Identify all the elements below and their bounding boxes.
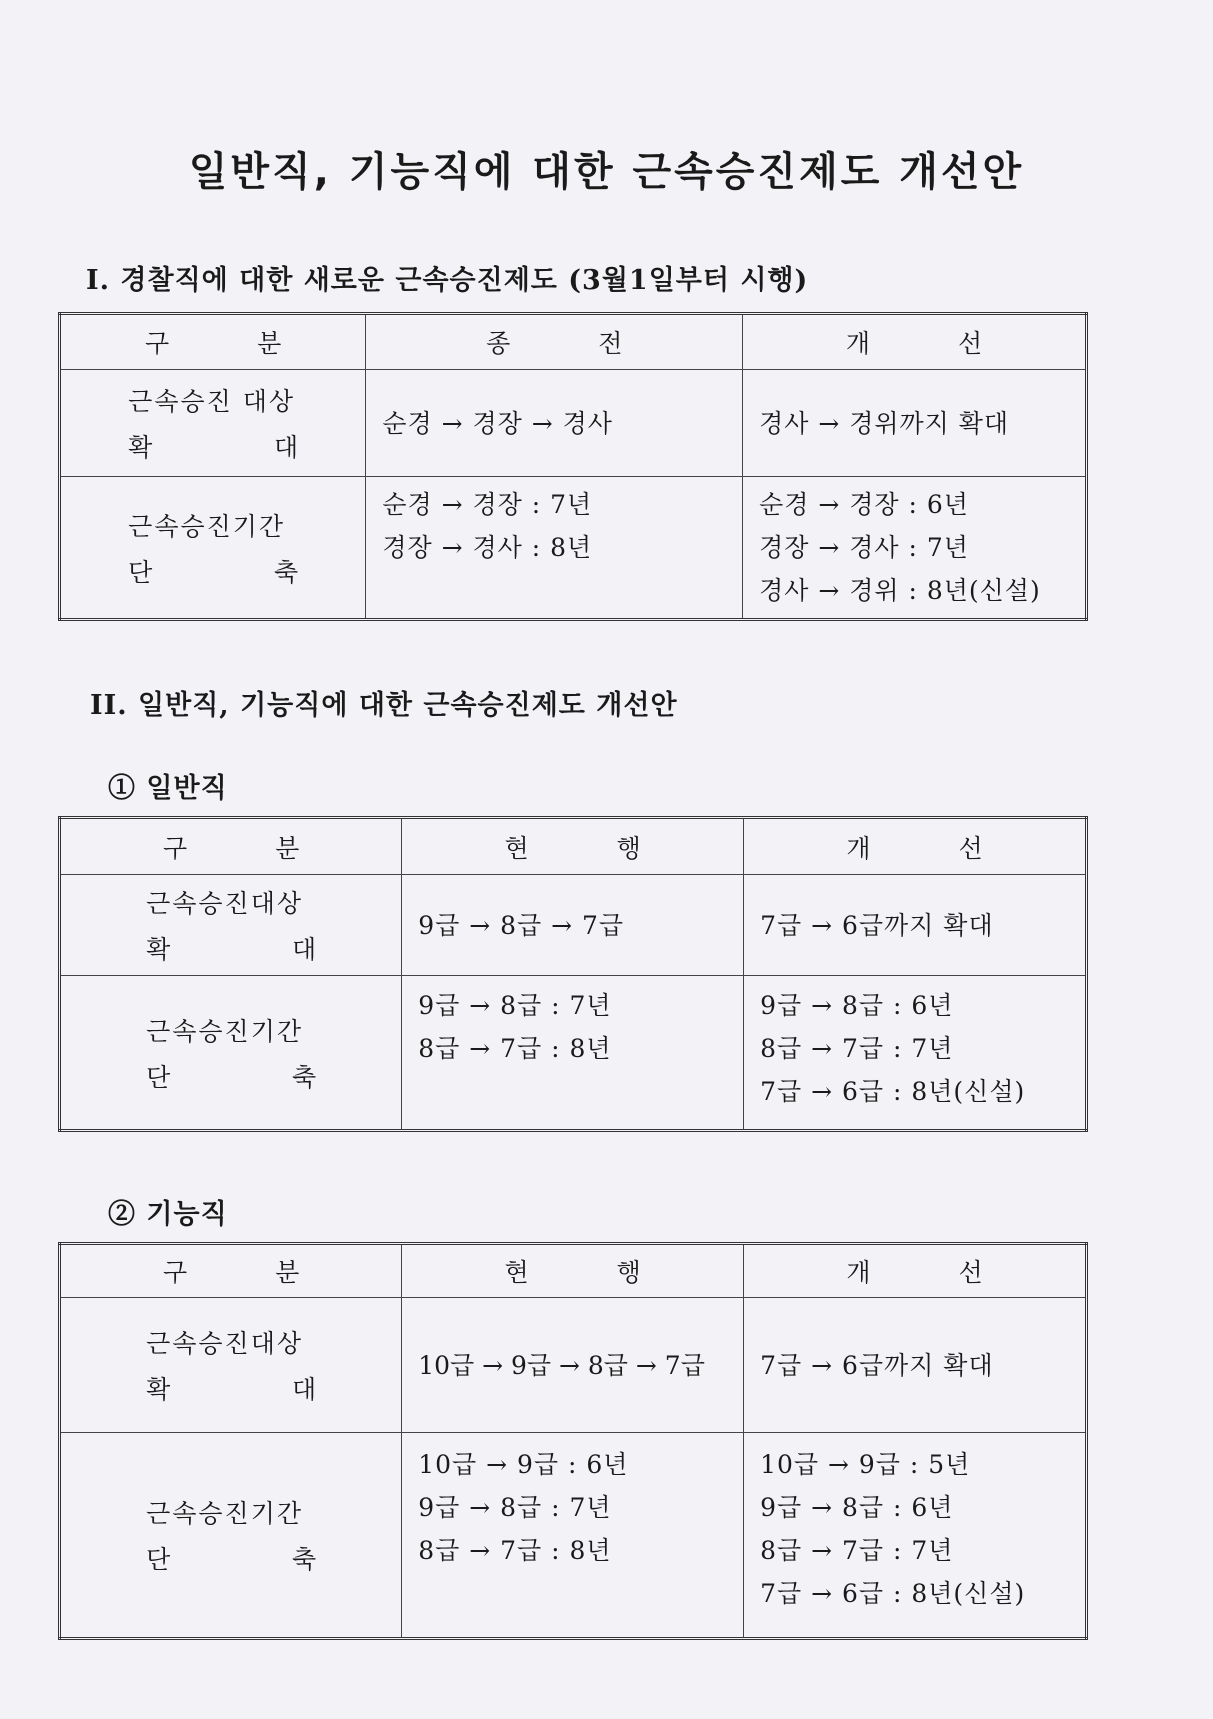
after-cell — [743, 477, 1087, 620]
row-label — [60, 1433, 402, 1639]
row-label — [60, 875, 402, 976]
row-label-char: 단 — [128, 557, 153, 587]
cell-line: 8급 → 7급 : 7년 — [760, 1034, 954, 1063]
header-after: 개 선 — [744, 818, 1087, 875]
technical-table — [58, 1242, 1088, 1640]
page-title: 일반직, 기능직에 대한 근속승진제도 개선안 — [188, 149, 1025, 195]
row-label-char: 단 — [146, 1062, 171, 1092]
table-row — [60, 1433, 1087, 1639]
before-cell — [366, 477, 743, 620]
cell-line: 순경 → 경장 : 6년 — [759, 490, 969, 519]
row-label-char: 대 — [291, 1375, 317, 1404]
row-label-char: 축 — [291, 1545, 317, 1574]
row-label — [60, 976, 402, 1131]
header-after: 개 선 — [743, 314, 1087, 370]
before-cell — [366, 370, 743, 477]
table-row — [60, 370, 1087, 477]
cell-line: 경사 → 경위까지 확대 — [759, 408, 1010, 438]
row-label-line1: 근속승진기간 — [146, 1499, 303, 1528]
section-2-heading: II. 일반직, 기능직에 대한 근속승진제도 개선안 — [90, 690, 678, 721]
cell-line: 8급 → 7급 : 8년 — [418, 1536, 612, 1565]
after-cell — [744, 875, 1087, 976]
header-category: 구 분 — [60, 818, 402, 875]
cell-line: 순경 → 경장 : 7년 — [382, 490, 593, 519]
table-row — [60, 875, 1087, 976]
general-table — [58, 816, 1088, 1132]
row-label — [60, 370, 366, 477]
row-label-line1: 근속승진대상 — [146, 1329, 303, 1358]
row-label-char: 축 — [274, 557, 299, 587]
technical-subheading: ② 기능직 — [108, 1199, 228, 1230]
cell-line: 경장 → 경사 : 8년 — [382, 533, 593, 562]
header-before: 종 전 — [366, 314, 743, 370]
header-row — [60, 314, 1087, 370]
cell-line: 8급 → 7급 : 8년 — [418, 1034, 612, 1063]
cell-line: 9급 → 8급 : 7년 — [418, 991, 612, 1020]
header-row — [60, 1244, 1087, 1298]
cell-line: 9급 → 8급 : 6년 — [760, 1493, 954, 1522]
cell-line: 8급 → 7급 : 7년 — [760, 1536, 954, 1565]
row-label-char: 확 — [128, 433, 153, 462]
row-label-line1: 근속승진기간 — [128, 511, 286, 541]
row-label-char: 대 — [274, 433, 299, 462]
after-cell — [744, 1298, 1087, 1433]
row-label-char: 축 — [291, 1062, 317, 1092]
cell-line: 7급 → 6급까지 확대 — [760, 1350, 994, 1380]
row-label-line1: 근속승진 대상 — [128, 387, 296, 416]
header-category: 구 분 — [60, 1244, 402, 1298]
general-subheading: ① 일반직 — [108, 773, 228, 804]
current-cell — [402, 1433, 744, 1639]
cell-line: 9급 → 8급 : 6년 — [760, 991, 954, 1020]
cell-line: 9급 → 8급 : 7년 — [418, 1493, 612, 1522]
after-cell — [744, 976, 1087, 1131]
cell-line: 경사 → 경위 : 8년(신설) — [759, 576, 1041, 605]
current-cell — [402, 875, 744, 976]
cell-line: 순경 → 경장 → 경사 — [382, 408, 613, 438]
cell-line: 7급 → 6급 : 8년(신설) — [760, 1077, 1026, 1106]
header-current: 현 행 — [402, 1244, 744, 1298]
row-label-char: 확 — [146, 1375, 171, 1404]
row-label-line1: 근속승진기간 — [146, 1016, 303, 1046]
section-1-heading: I. 경찰직에 대한 새로운 근속승진제도 (3월1일부터 시행) — [86, 265, 809, 296]
header-current: 현 행 — [402, 818, 744, 875]
header-category: 구 분 — [60, 314, 366, 370]
cell-line: 10급 → 9급 : 5년 — [760, 1450, 971, 1479]
cell-line: 7급 → 6급까지 확대 — [760, 910, 994, 940]
table-row — [60, 976, 1087, 1131]
cell-line: 7급 → 6급 : 8년(신설) — [760, 1579, 1026, 1608]
table-row — [60, 1298, 1087, 1433]
cell-line: 10급 → 9급 : 6년 — [418, 1450, 629, 1479]
after-cell — [744, 1433, 1087, 1639]
cell-line: 경장 → 경사 : 7년 — [759, 533, 969, 562]
row-label-char: 단 — [146, 1545, 171, 1574]
row-label-char: 확 — [146, 935, 171, 964]
after-cell — [743, 370, 1087, 477]
row-label-line1: 근속승진대상 — [146, 889, 303, 918]
current-cell — [402, 976, 744, 1131]
row-label — [60, 477, 366, 620]
cell-line: 9급 → 8급 → 7급 — [418, 910, 625, 940]
cell-line: 10급 → 9급 → 8급 → 7급 — [418, 1350, 705, 1380]
row-label — [60, 1298, 402, 1433]
current-cell — [402, 1298, 744, 1433]
header-after: 개 선 — [744, 1244, 1087, 1298]
row-label-char: 대 — [291, 935, 317, 964]
police-table — [58, 312, 1088, 621]
header-row — [60, 818, 1087, 875]
table-row — [60, 477, 1087, 620]
